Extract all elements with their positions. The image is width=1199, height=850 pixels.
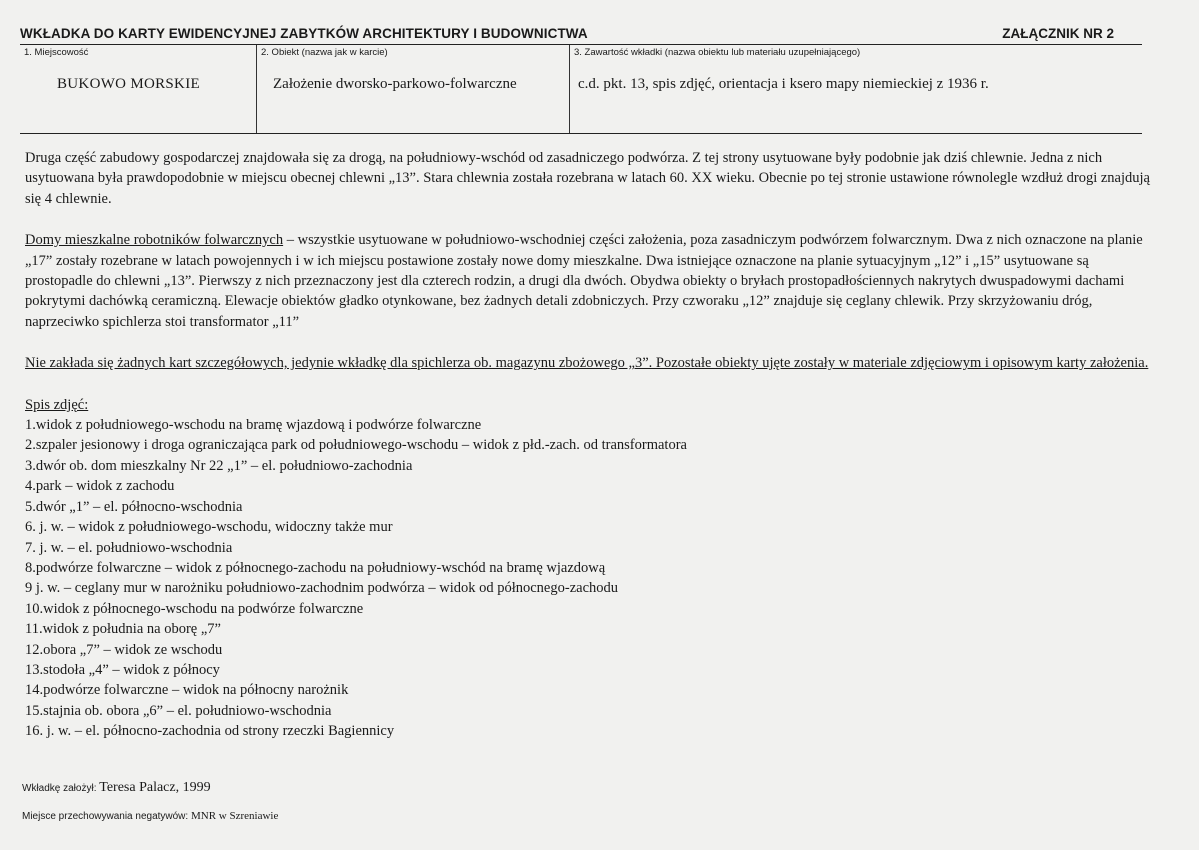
paragraph-worker-houses (25, 230, 1155, 332)
photo-item: 9 j. w. – ceglany mur w narożniku południowo-zachodnim podwórza – widok od północnego-zachodu (25, 580, 619, 597)
photo-item: 1.widok z południowego-wschodu na bramę wjazdową i podwórze folwarczne (25, 417, 482, 434)
object-label: 2. Obiekt (nazwa jak w karcie) (261, 47, 388, 58)
object-cell (256, 45, 570, 133)
content-label: 3. Zawartość wkładki (nazwa obiektu lub materiału uzupełniającego) (574, 47, 861, 58)
worker-houses-heading: Domy mieszkalne robotników folwarcznych (25, 232, 284, 249)
photo-list (25, 395, 1155, 742)
photo-item: 2.szpaler jesionowy i droga ograniczająca park od południowego-wschodu – widok z płd.-zach. od transformatora (25, 437, 687, 454)
photo-item: 11.widok z południa na oborę „7” (25, 621, 221, 638)
locality-label: 1. Miejscowość (24, 47, 89, 58)
photo-list-heading: Spis zdjęć: (25, 396, 89, 413)
photo-item: 3.dwór ob. dom mieszkalny Nr 22 „1” – el. południowo-zachodnia (25, 457, 413, 474)
document-title: WKŁADKA DO KARTY EWIDENCYJNEJ ZABYTKÓW ARCHITEKTURY I BUDOWNICTWA (20, 26, 588, 41)
document-body (25, 148, 1155, 742)
content-cell (569, 45, 1143, 133)
photo-item: 10.widok z północnego-wschodu na podwórze folwarczne (25, 600, 364, 617)
photo-item: 14.podwórze folwarczne – widok na północny narożnik (25, 682, 349, 699)
annex-number: ZAŁĄCZNIK NR 2 (1002, 26, 1114, 41)
photo-item: 8.podwórze folwarczne – widok z północnego-zachodu na południowy-wschód na bramę wjazdową (25, 559, 606, 576)
paragraph-cards-note: Nie zakłada się żadnych kart szczegółowych, jedynie wkładkę dla spichlerza ob. magazynu zbożowego „3”. Pozostałe obiekty ujęte zostały w materiale zdjęciowym i opisowym karty założenia. (25, 355, 1149, 372)
photo-item: 15.stajnia ob. obora „6” – el. południowo-wschodnia (25, 702, 332, 719)
locality-value: BUKOWO MORSKIE (57, 76, 200, 92)
storage-label: Miejsce przechowywania negatywów: (22, 811, 189, 822)
content-value: c.d. pkt. 13, spis zdjęć, orientacja i ksero mapy niemieckiej z 1936 r. (578, 76, 989, 92)
paragraph-farm-buildings: Druga część zabudowy gospodarczej znajdowała się za drogą, na południowy-wschód od zasadniczego podwórza. Z tej strony usytuowane były podobnie jak dziś chlewnie. Jedna z nich usytuowana była prawdopodobnie w miejscu obecnej chlewni „13”. Stara chlewnia została rozebrana w latach 60. XX wieku. Obecnie po tej stronie ustawione równolegle wzdłuż drogi znajdują się 4 chlewnie. (25, 150, 1150, 207)
author-line (22, 780, 211, 796)
object-value: Założenie dworsko-parkowo-folwarczne (273, 76, 517, 92)
metadata-table (20, 45, 1142, 134)
photo-item: 13.stodoła „4” – widok z północy (25, 661, 220, 678)
photo-item: 16. j. w. – el. północno-zachodnia od strony rzeczki Bagiennicy (25, 723, 395, 740)
locality-cell (20, 45, 256, 133)
document-header (20, 26, 1142, 45)
photo-item: 5.dwór „1” – el. północno-wschodnia (25, 498, 243, 515)
author-label: Wkładkę założył: (22, 783, 97, 794)
storage-line (22, 810, 278, 822)
photo-item: 7. j. w. – el. południowo-wschodnia (25, 539, 233, 556)
photo-item: 12.obora „7” – widok ze wschodu (25, 641, 223, 658)
worker-houses-text: – wszystkie usytuowane w południowo-wschodniej części założenia, poza zasadniczym podwórzem folwarcznym. Dwa z nich oznaczone na planie „17” zostały rozebrane w latach powojennych i w ich miejscu postawione zostały nowe domy mieszkalne. Dwa istniejące oznaczone na planie sytuacyjnym „12” i „15” usytuowane są prostopadle do chlewni „13”. Pierwszy z nich przeznaczony jest dla czterech rodzin, a drugi dla dwóch. Obydwa obiekty o bryłach prostopadłościennych nakrytych dwuspadowymi dachami pokrytymi dachówką ceramiczną. Elewacje obiektów gładko otynkowane, bez żadnych detali zdobniczych. Przy czworaku „12” znajduje się ceglany chlewik. Przy skrzyżowaniu dróg, naprzeciwko spichlerza stoi transformator „11” (25, 232, 1143, 330)
photo-item: 4.park – widok z zachodu (25, 478, 175, 495)
author-value: Teresa Palacz, 1999 (99, 780, 211, 795)
storage-value: MNR w Szreniawie (190, 810, 279, 822)
photo-item: 6. j. w. – widok z południowego-wschodu, widoczny także mur (25, 519, 393, 536)
